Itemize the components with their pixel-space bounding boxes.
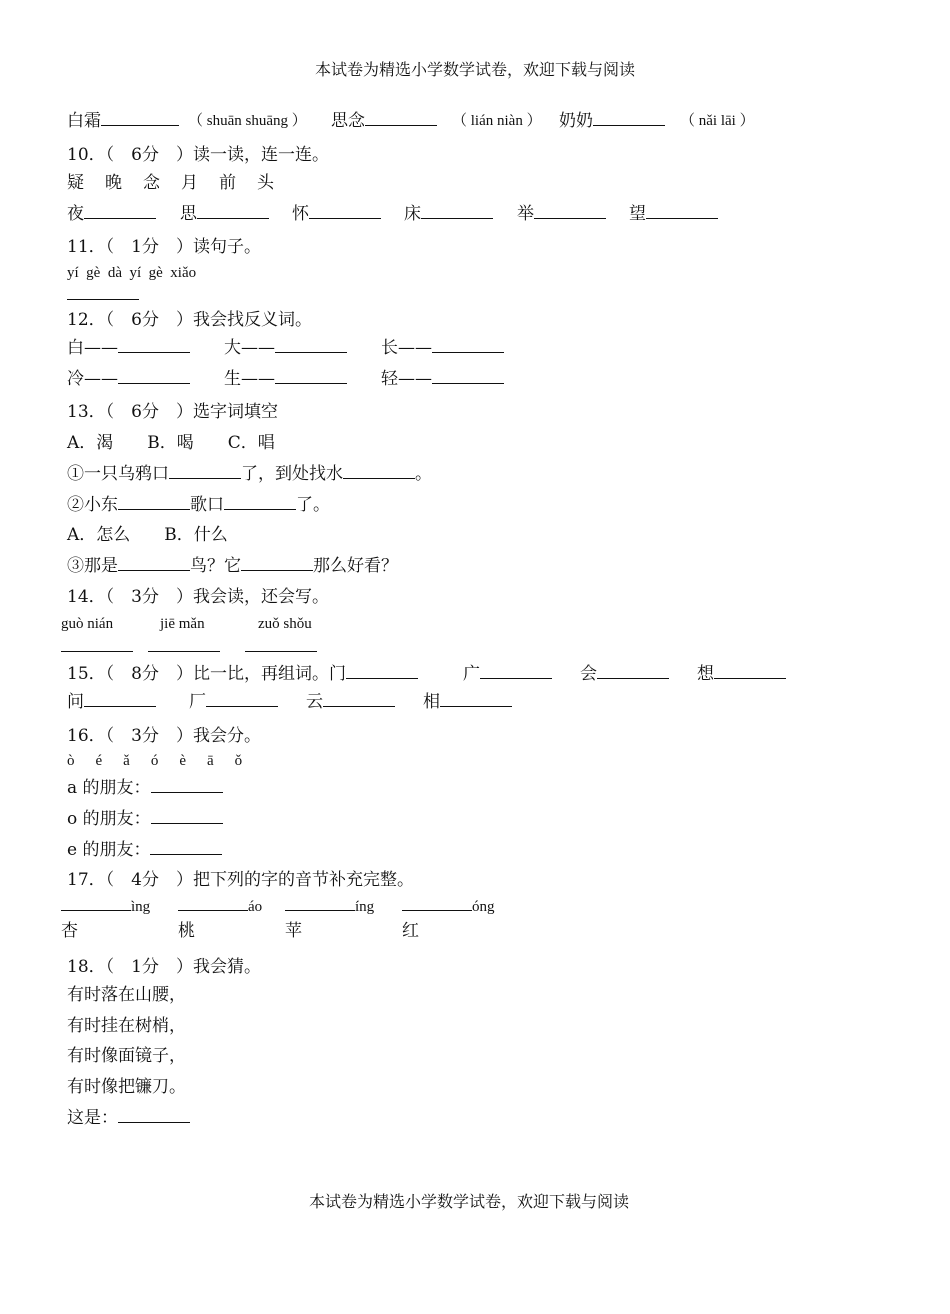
- q10-pair-char: 望: [629, 204, 646, 224]
- q12-word: 长——: [381, 338, 432, 358]
- q18-answer-blank[interactable]: [118, 1121, 190, 1123]
- q10-pair-4: [404, 203, 493, 225]
- q13-sentence-1: [67, 463, 432, 485]
- q9-line-c: [559, 110, 665, 132]
- q11-pinyin: yí gè dà yí gè xiǎo: [67, 265, 197, 281]
- q18-riddle-line-3: 有时像面镜子，: [67, 1046, 186, 1066]
- q17-final: ìng: [131, 899, 151, 915]
- q9-line-b: [331, 110, 437, 132]
- q15-item-8: [423, 691, 512, 713]
- q15-char: 想: [697, 664, 714, 684]
- q13-text: 。: [415, 464, 432, 484]
- q15-item-6: [189, 691, 278, 713]
- q15-item-5: [67, 691, 156, 713]
- q9-pinyin-b: （ lián niàn ）: [452, 113, 542, 129]
- q18-title: 18．（ 1分 ）我会猜。: [67, 957, 261, 977]
- q18-riddle-line-2: 有时挂在树梢，: [67, 1016, 186, 1036]
- q12-item-6: [381, 368, 504, 390]
- q17-char-2: 桃: [178, 921, 195, 941]
- q16-blank[interactable]: [151, 791, 223, 793]
- q18-answer-line: [67, 1107, 190, 1129]
- q14-blank-3[interactable]: [245, 650, 317, 652]
- q17-item-4: [402, 897, 495, 917]
- q17-item-1: [61, 897, 150, 917]
- q12-item-5: [224, 368, 347, 390]
- q16-tones: ò é ǎ ó è ā ǒ: [67, 753, 246, 769]
- q16-title: 16．（ 3分 ）我会分。: [67, 726, 261, 746]
- q13-blank[interactable]: [343, 477, 415, 479]
- q13-title: 13．（ 6分 ）选字词填空: [67, 402, 278, 422]
- q13-text: 歌口: [190, 495, 224, 515]
- q17-blank[interactable]: [61, 909, 131, 911]
- q9-pinyin-a: （ shuān shuāng ）: [188, 113, 307, 129]
- q17-blank[interactable]: [285, 909, 355, 911]
- q13-text: 了，到处找水: [241, 464, 343, 484]
- q12-word: 白——: [67, 338, 118, 358]
- q9-blank-c[interactable]: [593, 124, 665, 126]
- q18-answer-label: 这是：: [67, 1108, 118, 1128]
- q10-title: 10．（ 6分 ）读一读，连一连。: [67, 145, 329, 165]
- q10-blank[interactable]: [534, 217, 606, 219]
- q15-blank[interactable]: [480, 677, 552, 679]
- q12-blank[interactable]: [118, 351, 190, 353]
- q16-label: o 的朋友：: [67, 809, 151, 829]
- q15-char: 门: [328, 664, 346, 684]
- q16-blank[interactable]: [151, 822, 223, 824]
- q11-title: 11．（ 1分 ）读句子。: [67, 237, 261, 257]
- q12-title: 12．（ 6分 ）我会找反义词。: [67, 310, 312, 330]
- q13-blank[interactable]: [224, 508, 296, 510]
- q17-final: óng: [472, 899, 495, 915]
- q17-blank[interactable]: [178, 909, 248, 911]
- q15-blank[interactable]: [597, 677, 669, 679]
- q16-label: a 的朋友：: [67, 778, 151, 798]
- q16-a-line: [67, 777, 223, 799]
- q13-blank[interactable]: [169, 477, 241, 479]
- q14-pinyin-1: guò nián: [61, 616, 114, 632]
- q9-line-a: [67, 110, 179, 132]
- q13-text: ③那是: [67, 556, 118, 576]
- q10-pair-char: 举: [517, 204, 534, 224]
- q10-pair-3: [292, 203, 381, 225]
- q15-blank[interactable]: [440, 705, 512, 707]
- q17-final: íng: [355, 899, 375, 915]
- q17-blank[interactable]: [402, 909, 472, 911]
- q9-pinyin-c: （ nǎi lāi ）: [680, 113, 755, 129]
- q13-text: 鸟？它: [190, 556, 241, 576]
- q12-blank[interactable]: [432, 382, 504, 384]
- q15-blank[interactable]: [323, 705, 395, 707]
- q17-final: áo: [248, 899, 263, 915]
- q15-item-4: [697, 663, 786, 685]
- q15-char: 相: [423, 692, 440, 712]
- q15-char: 厂: [189, 692, 206, 712]
- q10-blank[interactable]: [646, 217, 718, 219]
- q15-char: 云: [306, 692, 323, 712]
- q15-title-line: [67, 663, 418, 685]
- q12-item-3: [381, 337, 504, 359]
- q18-riddle-line-4: 有时像把镰刀。: [67, 1077, 186, 1097]
- q16-e-line: [67, 839, 222, 861]
- q15-blank[interactable]: [84, 705, 156, 707]
- q10-pair-char: 思: [180, 204, 197, 224]
- q10-pair-char: 怀: [292, 204, 309, 224]
- q14-blank-1[interactable]: [61, 650, 133, 652]
- q13-options-2: A．怎么 B．什么: [67, 525, 228, 545]
- q13-sentence-3: [67, 555, 398, 577]
- q10-blank[interactable]: [84, 217, 156, 219]
- q14-blank-2[interactable]: [148, 650, 220, 652]
- q10-pair-6: [629, 203, 718, 225]
- q10-chars: 疑 晚 念 月 前 头: [67, 173, 276, 193]
- q12-blank[interactable]: [118, 382, 190, 384]
- q12-blank[interactable]: [275, 351, 347, 353]
- q16-blank[interactable]: [150, 853, 222, 855]
- q15-char: 会: [580, 664, 597, 684]
- q16-o-line: [67, 808, 223, 830]
- q17-char-4: 红: [402, 921, 419, 941]
- page-footer: 本试卷为精选小学数学试卷，欢迎下载与阅读: [308, 1192, 629, 1211]
- q13-text: ②小东: [67, 495, 118, 515]
- q13-options-1: A．渴 B．喝 C．唱: [67, 433, 275, 453]
- q10-pair-char: 床: [404, 204, 421, 224]
- q15-item-2: [463, 663, 552, 685]
- q15-blank[interactable]: [346, 677, 418, 679]
- q12-blank[interactable]: [275, 382, 347, 384]
- q13-blank[interactable]: [118, 569, 190, 571]
- q16-label: e 的朋友：: [67, 840, 151, 860]
- q14-pinyin-2: jiē mǎn: [160, 616, 205, 632]
- q17-item-2: [178, 897, 262, 917]
- q17-item-3: [285, 897, 374, 917]
- q12-word: 轻——: [381, 369, 432, 389]
- q17-title: 17．（ 4分 ）把下列的字的音节补充完整。: [67, 870, 414, 890]
- q10-blank[interactable]: [309, 217, 381, 219]
- q15-item-7: [306, 691, 395, 713]
- q13-text: 那么好看？: [313, 556, 398, 576]
- q18-riddle-line-1: 有时落在山腰，: [67, 985, 186, 1005]
- page-header: 本试卷为精选小学数学试卷，欢迎下载与阅读: [314, 60, 635, 79]
- q10-pair-char: 夜: [67, 204, 84, 224]
- q17-char-3: 苹: [285, 921, 302, 941]
- q15-blank[interactable]: [206, 705, 278, 707]
- q13-sentence-2: [67, 494, 330, 516]
- q14-title: 14．（ 3分 ）我会读，还会写。: [67, 587, 329, 607]
- q13-blank[interactable]: [241, 569, 313, 571]
- q15-blank[interactable]: [714, 677, 786, 679]
- q15-item-3: [580, 663, 669, 685]
- q9-blank-b[interactable]: [365, 124, 437, 126]
- q10-pair-1: [67, 203, 156, 225]
- q15-char: 问: [67, 692, 84, 712]
- q17-char-1: 杏: [61, 921, 78, 941]
- q10-pair-5: [517, 203, 606, 225]
- q15-char: 广: [463, 664, 480, 684]
- q9-word-a: 白霜: [67, 111, 101, 131]
- q13-text: 了。: [296, 495, 330, 515]
- q10-blank[interactable]: [421, 217, 493, 219]
- q12-word: 冷——: [67, 369, 118, 389]
- q15-title: 15．（ 8分 ）比一比，再组词。: [67, 664, 329, 684]
- q12-word: 生——: [224, 369, 275, 389]
- q11-blank[interactable]: [67, 298, 139, 300]
- q9-blank-a[interactable]: [101, 124, 179, 126]
- q10-blank[interactable]: [197, 217, 269, 219]
- q9-word-b: 思念: [331, 111, 365, 131]
- q12-word: 大——: [224, 338, 275, 358]
- q9-word-c: 奶奶: [559, 111, 593, 131]
- q13-text: ①一只乌鸦口: [67, 464, 169, 484]
- q14-pinyin-3: zuǒ shǒu: [258, 616, 312, 632]
- q12-item-2: [224, 337, 347, 359]
- q13-blank[interactable]: [118, 508, 190, 510]
- q10-pair-2: [180, 203, 269, 225]
- q12-item-1: [67, 337, 190, 359]
- q12-item-4: [67, 368, 190, 390]
- q12-blank[interactable]: [432, 351, 504, 353]
